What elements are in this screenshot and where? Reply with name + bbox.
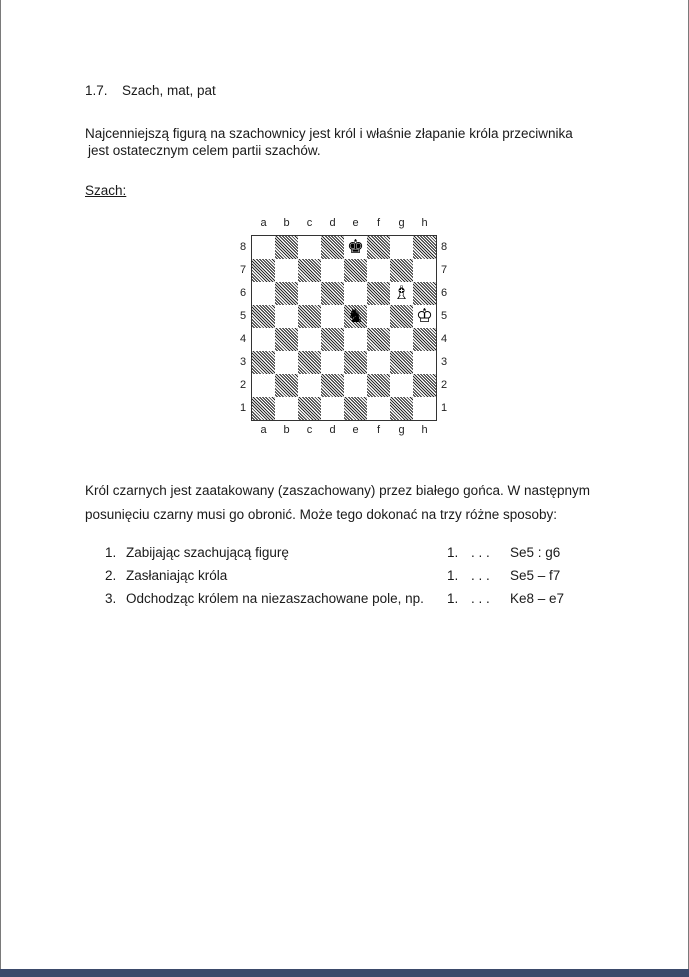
square-g5 [390,305,413,328]
square-e6 [344,282,367,305]
square-h6 [413,282,436,305]
square-e3 [344,351,367,374]
file-label-e-top: e [352,217,359,229]
intro-paragraph [85,125,645,159]
square-d3 [321,351,344,374]
subheading-check: Szach: [85,183,127,198]
square-a6 [252,282,275,305]
square-d2 [321,374,344,397]
file-label-f-top: f [376,217,381,229]
rank-label-3-left: 3 [239,356,247,368]
file-label-g-top: g [398,217,405,229]
rank-label-4-right: 4 [440,333,448,345]
section-number: 1.7. [85,83,108,98]
intro-line-2: jest ostatecznym celem partii szachów. [88,143,321,158]
list-item [85,545,645,565]
rank-label-4-left: 4 [239,333,247,345]
square-e7 [344,259,367,282]
rank-label-2-right: 2 [440,379,448,391]
file-label-h-top: h [421,217,428,229]
square-b8 [275,236,298,259]
square-h7 [413,259,436,282]
square-d8 [321,236,344,259]
chess-diagram [239,215,455,445]
square-g7 [390,259,413,282]
square-b7 [275,259,298,282]
square-f2 [367,374,390,397]
file-label-b-bottom: b [283,424,290,436]
square-c5 [298,305,321,328]
chess-board [251,235,437,421]
square-h1 [413,397,436,420]
white-bishop-icon: ♗ [392,282,411,304]
square-f5 [367,305,390,328]
square-e1 [344,397,367,420]
section-heading [85,83,216,98]
square-f3 [367,351,390,374]
square-c3 [298,351,321,374]
rank-label-7-right: 7 [440,264,448,276]
black-king-icon: ♚ [346,236,365,258]
move-number: 1. [447,568,459,583]
section-title: Szach, mat, pat [122,83,216,98]
square-f8 [367,236,390,259]
square-a5 [252,305,275,328]
rank-label-7-left: 7 [239,264,247,276]
move-number: 1. [447,591,459,606]
item-description: Zasłaniając króla [126,568,228,583]
rank-label-1-right: 1 [440,402,448,414]
black-knight-icon: ♞ [346,305,365,327]
item-number: 3. [105,591,117,606]
explanation-line-2: posunięciu czarny musi go obronić. Może tego dokonać na trzy różne sposoby: [85,507,558,522]
square-a7 [252,259,275,282]
square-g2 [390,374,413,397]
square-a3 [252,351,275,374]
square-a2 [252,374,275,397]
explanation-paragraph [85,479,645,527]
square-b2 [275,374,298,397]
file-label-a-top: a [260,217,267,229]
file-label-c-bottom: c [306,424,313,436]
square-d7 [321,259,344,282]
rank-label-8-left: 8 [239,241,247,253]
square-c4 [298,328,321,351]
square-f7 [367,259,390,282]
rank-label-1-left: 1 [239,402,247,414]
square-c6 [298,282,321,305]
square-d5 [321,305,344,328]
square-h3 [413,351,436,374]
item-number: 1. [105,545,117,560]
square-g4 [390,328,413,351]
move-dots: . . . [471,545,490,560]
item-description: Odchodząc królem na niezaszachowane pole, np. [126,591,424,606]
square-a4 [252,328,275,351]
file-label-g-bottom: g [398,424,405,436]
square-c2 [298,374,321,397]
rank-label-2-left: 2 [239,379,247,391]
square-b3 [275,351,298,374]
rank-label-8-right: 8 [440,241,448,253]
square-c1 [298,397,321,420]
file-label-c-top: c [306,217,313,229]
square-e4 [344,328,367,351]
file-label-d-top: d [329,217,336,229]
square-f4 [367,328,390,351]
square-a8 [252,236,275,259]
square-b5 [275,305,298,328]
rank-label-6-left: 6 [239,287,247,299]
item-description: Zabijając szachującą figurę [126,545,289,560]
move-notation: Ke8 – e7 [510,591,565,606]
move-notation: Se5 : g6 [510,545,561,560]
square-d1 [321,397,344,420]
window-bottom-edge [0,969,689,977]
square-g8 [390,236,413,259]
item-number: 2. [105,568,117,583]
square-f1 [367,397,390,420]
square-c8 [298,236,321,259]
rank-label-6-right: 6 [440,287,448,299]
list-item [85,568,645,588]
square-b1 [275,397,298,420]
square-c7 [298,259,321,282]
rank-label-5-left: 5 [239,310,247,322]
square-b4 [275,328,298,351]
rank-label-3-right: 3 [440,356,448,368]
square-e2 [344,374,367,397]
square-d4 [321,328,344,351]
square-d6 [321,282,344,305]
square-g3 [390,351,413,374]
move-notation: Se5 – f7 [510,568,561,583]
square-h8 [413,236,436,259]
white-king-icon: ♔ [415,305,434,327]
file-label-b-top: b [283,217,290,229]
file-label-e-bottom: e [352,424,359,436]
square-h2 [413,374,436,397]
intro-line-1: Najcenniejszą figurą na szachownicy jest król i właśnie złapanie króla przeciwnika [85,126,573,141]
square-g1 [390,397,413,420]
file-label-f-bottom: f [376,424,381,436]
explanation-line-1: Król czarnych jest zaatakowany (zaszachowany) przez białego gońca. W następnym [85,483,590,498]
square-b6 [275,282,298,305]
file-label-h-bottom: h [421,424,428,436]
file-label-a-bottom: a [260,424,267,436]
move-dots: . . . [471,568,490,583]
move-number: 1. [447,545,459,560]
rank-label-5-right: 5 [440,310,448,322]
square-f6 [367,282,390,305]
move-dots: . . . [471,591,490,606]
square-a1 [252,397,275,420]
file-label-d-bottom: d [329,424,336,436]
list-item [85,591,645,611]
square-h4 [413,328,436,351]
